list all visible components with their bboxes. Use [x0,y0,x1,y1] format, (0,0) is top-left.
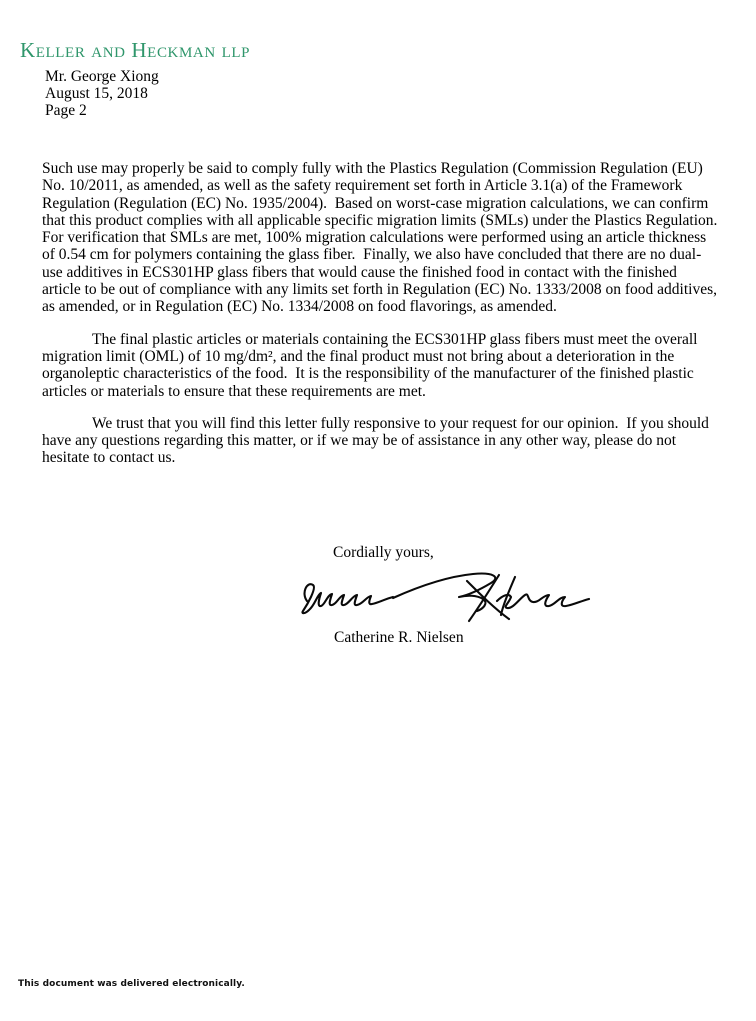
letter-body [42,160,726,467]
recipient-name: Mr. George Xiong [45,68,159,85]
signature-handwriting-icon [293,567,593,629]
paragraph-migration-limit: The final plastic articles or materials containing the ECS301HP glass fibers must meet the overall migration limit (OML) of 10 mg/dm², and the final product must not bring about a deterioration in the organoleptic characteristics of the food. It is the responsibility of the manufacturer of the finished plastic articles or materials to ensure that these requirements are met. [42,330,702,400]
page-number: Page 2 [45,102,87,120]
paragraph-compliance: Such use may properly be said to comply fully with the Plastics Regulation (Commission Regulation (EU) No. 10/2011, as amended, as well as the safety requirement set forth in Article 3.1(a) of the Framework Regulation (Regulation (EC) No. 1935/2004). Based on worst-case migration calculations, we can confirm that this product complies with all applicable specific migration limits (SMLs) under the Plastics Regulation. For verification that SMLs are met, 100% migration calculations were performed using an article thickness of 0.54 cm for polymers containing the glass fiber. Finally, we also have concluded that there are no dual-use additives in ECS301HP glass fibers that would cause the finished food in contact with the finished article to be out of compliance with any limits set forth in Regulation (EC) No. 1333/2008 on food additives, as amended, or in Regulation (EC) No. 1334/2008 on food flavorings, as amended. [42,160,726,316]
paragraph-closing-remarks: We trust that you will find this letter fully responsive to your request for our opinion. If you should have any questions regarding this matter, or if we may be of assistance in any other way, please do not hesitate to contact us. [42,414,713,467]
signer-name: Catherine R. Nielsen [334,629,464,646]
firm-name: Keller and Heckman llp [20,38,251,62]
valediction: Cordially yours, [333,544,434,561]
letter-date: August 15, 2018 [45,85,148,103]
footer-note: This document was delivered electronically. [18,979,245,989]
recipient-block [45,68,159,120]
